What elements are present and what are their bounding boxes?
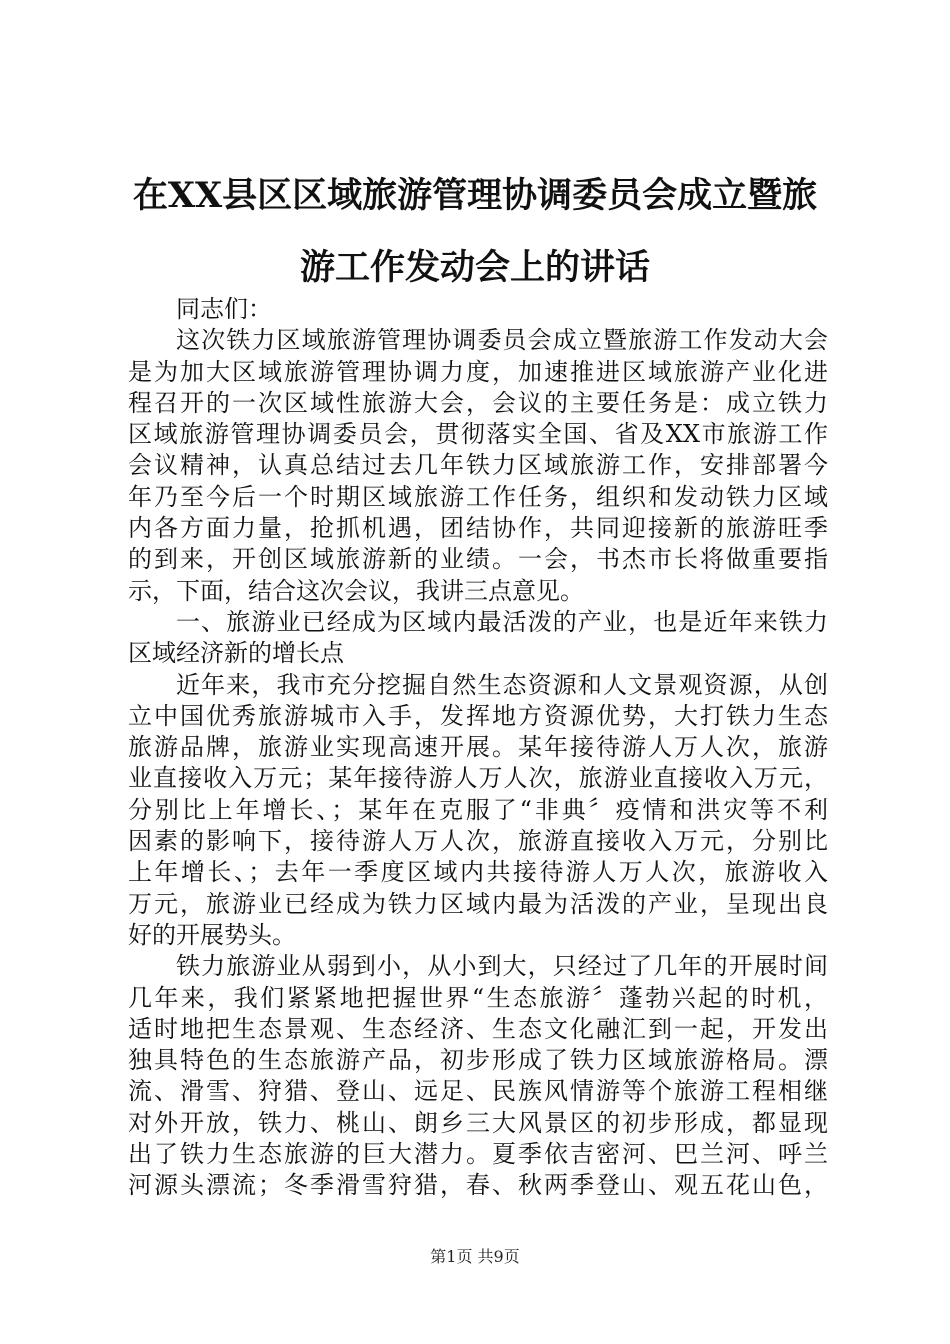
body-line: 立中国优秀旅游城市入手，发挥地方资源优势，大打铁力生态 bbox=[128, 701, 828, 730]
document-title bbox=[100, 160, 850, 304]
body-line: 是为加大区域旅游管理协调力度，加速推进区域旅游产业化进 bbox=[128, 357, 828, 386]
body-line: 示，下面，结合这次会议，我讲三点意见。 bbox=[128, 576, 584, 605]
body-line: 好的开展势头。 bbox=[128, 920, 296, 949]
title-line-2: 游工作发动会上的讲话 bbox=[299, 247, 650, 288]
body-line: 的到来，开创区域旅游新的业绩。一会，书杰市长将做重要指 bbox=[128, 545, 828, 574]
document-body bbox=[128, 294, 828, 1202]
body-line: 程召开的一次区域性旅游大会，会议的主要任务是：成立铁力 bbox=[128, 388, 828, 417]
body-line: 出了铁力生态旅游的巨大潜力。夏季依吉密河、巴兰河、呼兰 bbox=[128, 1140, 828, 1169]
body-line: 业直接收入万元；某年接待游人万人次，旅游业直接收入万元， bbox=[128, 764, 828, 793]
body-line: 上年增长、；去年一季度区域内共接待游人万人次，旅游收入 bbox=[128, 858, 828, 887]
body-line: 几年来，我们紧紧地把握世界“生态旅游〞蓬勃兴起的时机， bbox=[128, 983, 828, 1012]
body-line: 适时地把生态景观、生态经济、生态文化融汇到一起，开发出 bbox=[128, 1014, 828, 1043]
body-line: 区域经济新的增长点 bbox=[128, 639, 344, 668]
body-line: 分别比上年增长、；某年在克服了“非典〞疫情和洪灾等不利 bbox=[128, 795, 828, 824]
body-line: 独具特色的生态旅游产品，初步形成了铁力区域旅游格局。漂 bbox=[128, 1046, 828, 1075]
body-line: 一、旅游业已经成为区域内最活泼的产业，也是近年来铁力 bbox=[176, 607, 828, 636]
body-line: 年乃至今后一个时期区域旅游工作任务，组织和发动铁力区域 bbox=[128, 482, 828, 511]
body-line: 内各方面力量，抢抓机遇，团结协作，共同迎接新的旅游旺季 bbox=[128, 514, 828, 543]
body-line: 旅游品牌，旅游业实现高速开展。某年接待游人万人次，旅游 bbox=[128, 733, 828, 762]
body-line: 万元，旅游业已经成为铁力区域内最为活泼的产业，呈现出良 bbox=[128, 889, 828, 918]
page-number-footer: 第1页 共9页 bbox=[430, 1247, 520, 1266]
body-line: 河源头漂流；冬季滑雪狩猎，春、秋两季登山、观五花山色， bbox=[128, 1171, 828, 1200]
body-line: 同志们： bbox=[176, 295, 272, 323]
body-line: 会议精神，认真总结过去几年铁力区域旅游工作，安排部署今 bbox=[128, 451, 828, 480]
body-line: 对外开放，铁力、桃山、朗乡三大风景区的初步形成，都显现 bbox=[128, 1108, 828, 1137]
body-line: 这次铁力区域旅游管理协调委员会成立暨旅游工作发动大会 bbox=[176, 326, 828, 355]
body-line: 近年来，我市充分挖掘自然生态资源和人文景观资源，从创 bbox=[176, 670, 828, 699]
body-line: 区域旅游管理协调委员会，贯彻落实全国、省及XX市旅游工作 bbox=[128, 420, 828, 449]
body-line: 铁力旅游业从弱到小，从小到大，只经过了几年的开展时间 bbox=[176, 952, 828, 981]
title-line-1: 在XX县区区域旅游管理协调委员会成立暨旅 bbox=[132, 175, 818, 216]
body-line: 流、滑雪、狩猎、登山、远足、民族风情游等个旅游工程相继 bbox=[128, 1077, 828, 1106]
body-line: 因素的影响下，接待游人万人次，旅游直接收入万元，分别比 bbox=[128, 827, 828, 856]
